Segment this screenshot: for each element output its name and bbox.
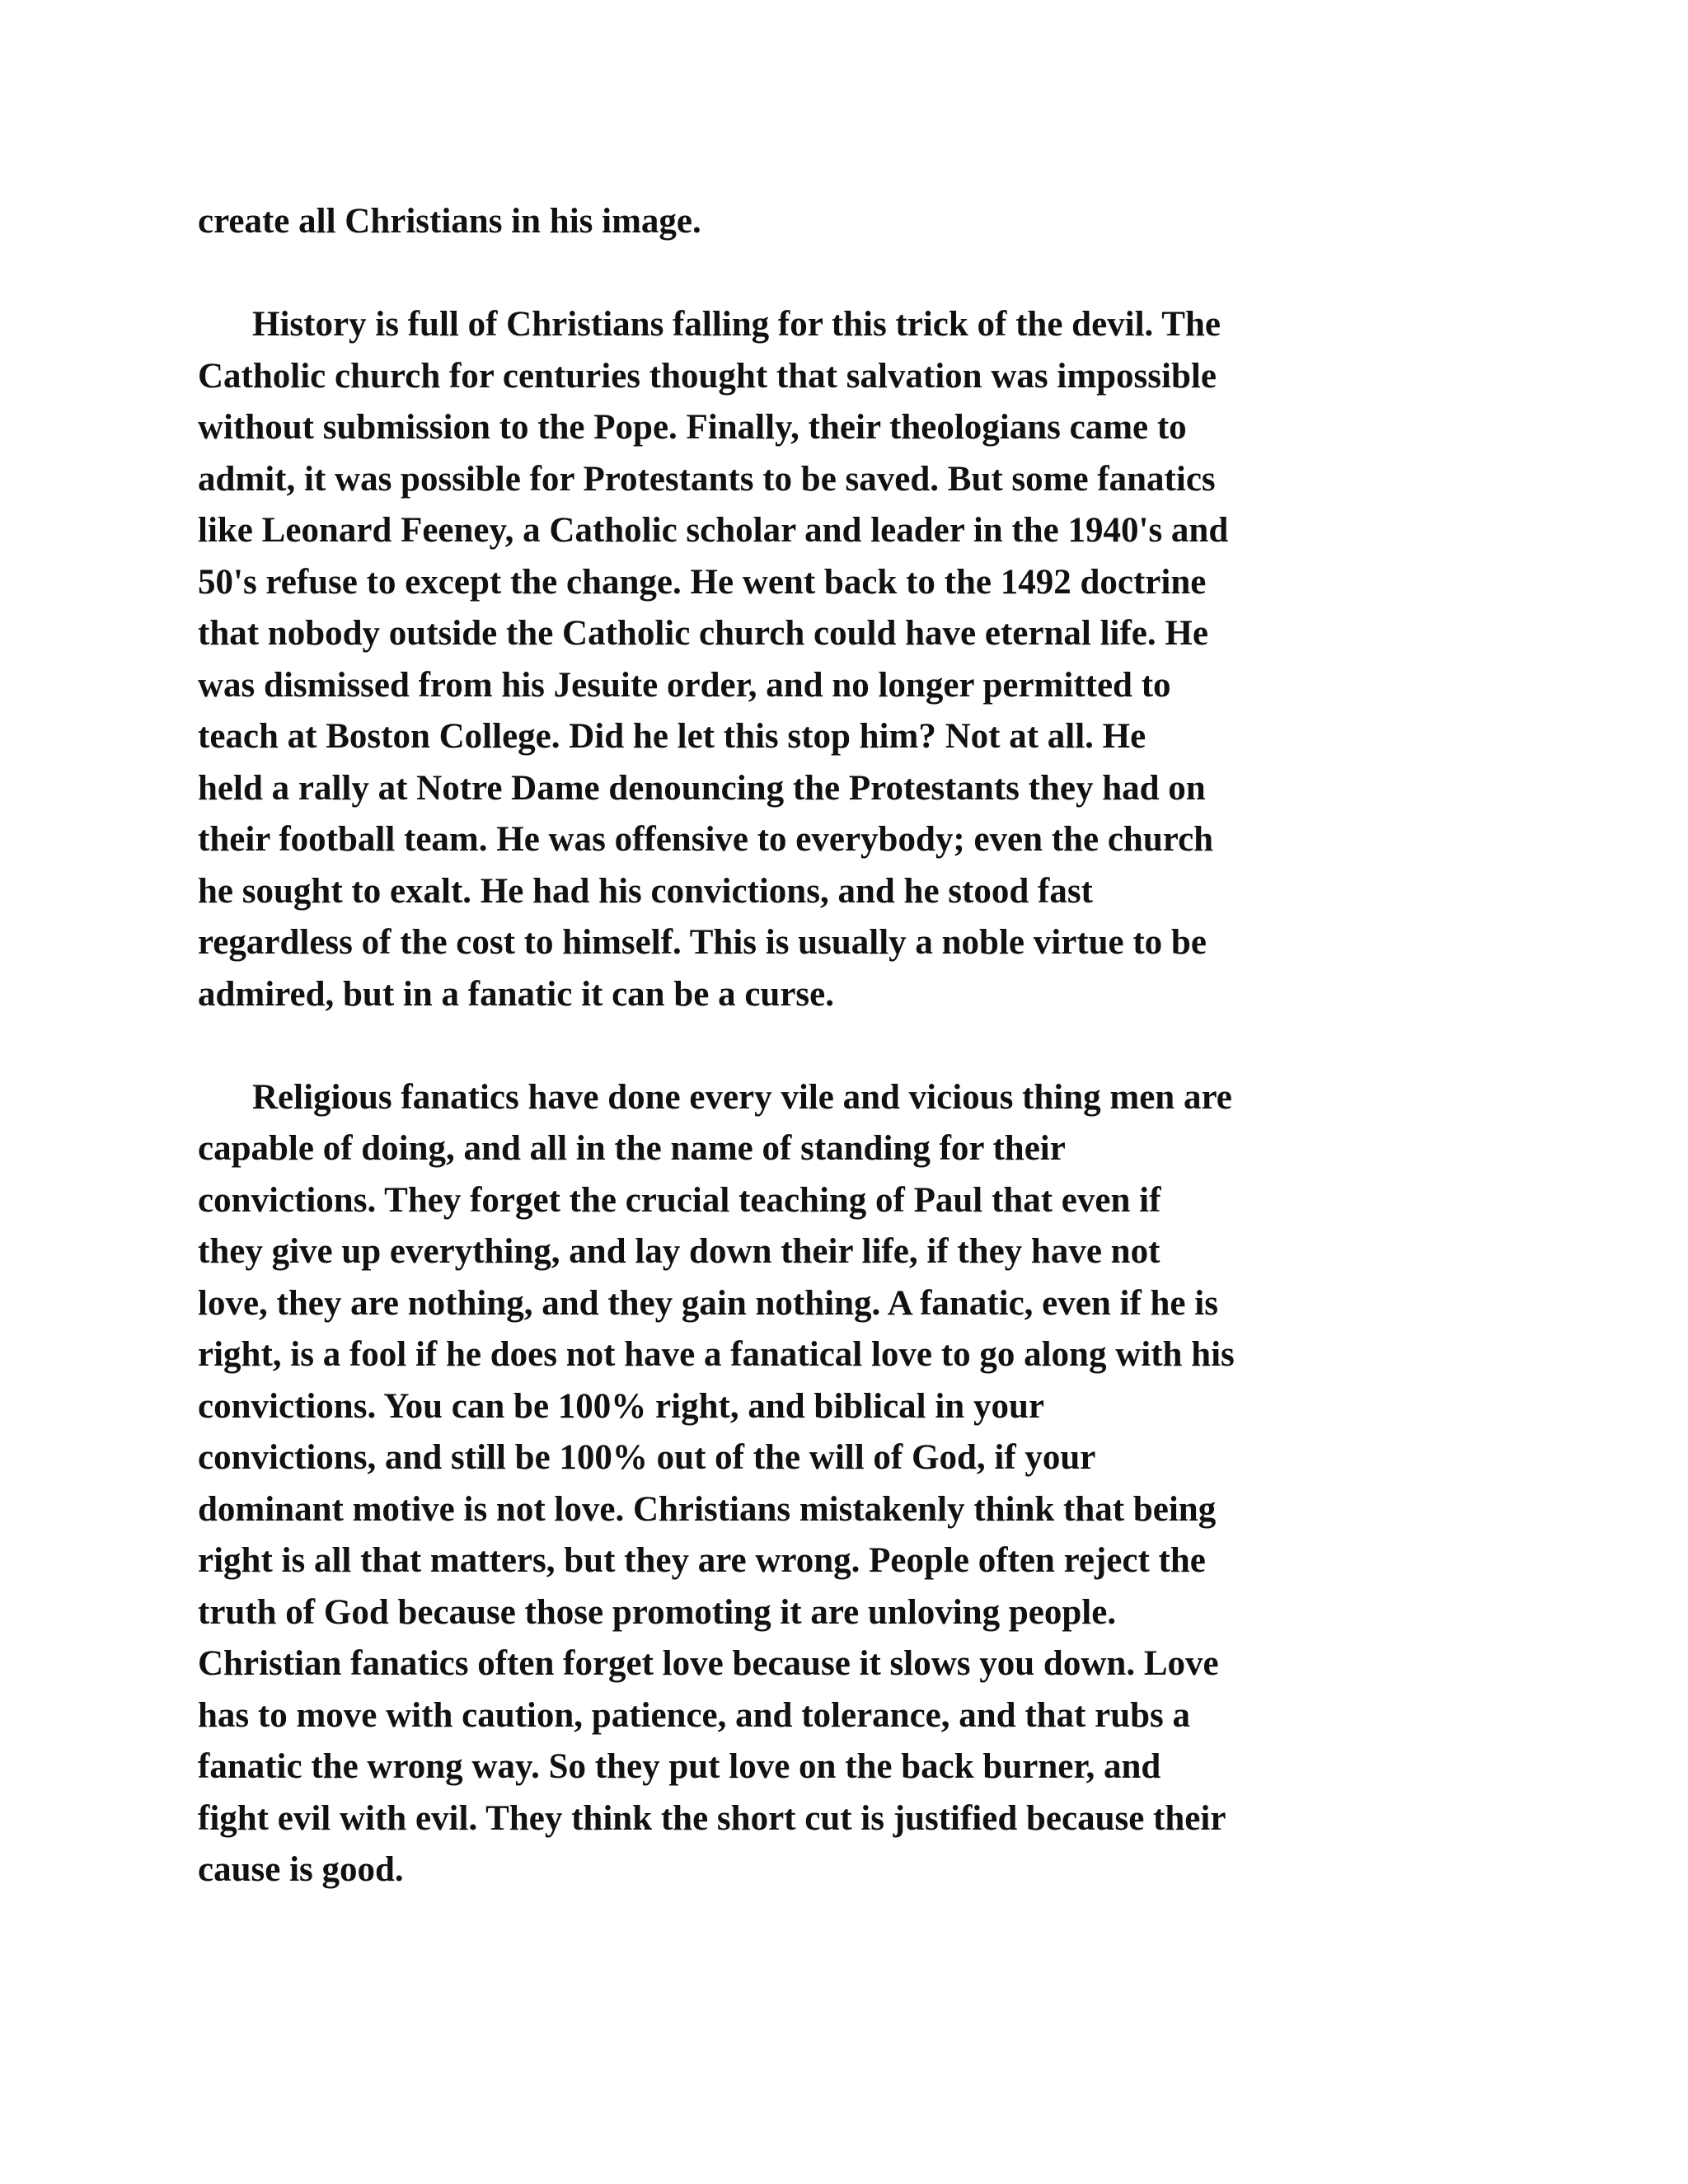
text-line: History is full of Christians falling for this trick of the devil. The [252, 305, 1221, 344]
text-line: admired, but in a fanatic it can be a curse. [198, 974, 835, 1014]
paragraph-religious-fanatics [198, 1072, 1500, 1948]
text-line: teach at Boston College. Did he let this stop him? Not at all. He [198, 717, 1146, 756]
text-line: cause is good. [198, 1850, 404, 1889]
text-line: right is all that matters, but they are wrong. People often reject the [198, 1541, 1206, 1580]
text-line: like Leonard Feeney, a Catholic scholar and leader in the 1940's and [198, 511, 1229, 550]
text-line: fight evil with evil. They think the short cut is justified because their [198, 1798, 1226, 1838]
text-line: without submission to the Pope. Finally, their theologians came to [198, 408, 1187, 447]
text-line: they give up everything, and lay down their life, if they have not [198, 1232, 1160, 1271]
text-line: Christian fanatics often forget love because it slows you down. Love [198, 1644, 1219, 1683]
text-line: Catholic church for centuries thought that salvation was impossible [198, 356, 1217, 396]
text-line: Religious fanatics have done every vile and vicious thing men are [252, 1077, 1232, 1117]
text-line: capable of doing, and all in the name of standing for their [198, 1129, 1066, 1168]
text-line: he sought to exalt. He had his convictions, and he stood fast [198, 871, 1093, 911]
text-line: create all Christians in his image. [198, 202, 701, 241]
text-line: convictions. You can be 100% right, and biblical in your [198, 1386, 1044, 1426]
text-line: 50's refuse to except the change. He went back to the 1492 doctrine [198, 562, 1207, 602]
text-line: admit, it was possible for Protestants to be saved. But some fanatics [198, 459, 1216, 499]
document-page [198, 196, 1500, 1947]
text-line: held a rally at Notre Dame denouncing the Protestants they had on [198, 768, 1206, 808]
paragraph-gap [198, 1020, 1500, 1072]
paragraph-gap [198, 248, 1500, 300]
text-line: right, is a fool if he does not have a fanatical love to go along with his [198, 1335, 1235, 1374]
text-line: fanatic the wrong way. So they put love on the back burner, and [198, 1747, 1161, 1786]
text-line: has to move with caution, patience, and tolerance, and that rubs a [198, 1695, 1191, 1735]
text-line [198, 1896, 1500, 1948]
text-line: love, they are nothing, and they gain nothing. A fanatic, even if he is [198, 1283, 1218, 1323]
text-line: convictions. They forget the crucial teaching of Paul that even if [198, 1180, 1161, 1220]
text-line: dominant motive is not love. Christians mistakenly think that being [198, 1489, 1217, 1529]
text-line: was dismissed from his Jesuite order, and no longer permitted to [198, 665, 1171, 705]
text-line: their football team. He was offensive to everybody; even the church [198, 820, 1214, 859]
paragraph-history [198, 299, 1500, 1020]
paragraph-continuation [198, 196, 1500, 248]
text-line: that nobody outside the Catholic church could have eternal life. He [198, 614, 1208, 653]
text-line: truth of God because those promoting it are unloving people. [198, 1592, 1117, 1632]
text-line: regardless of the cost to himself. This is usually a noble virtue to be [198, 923, 1207, 962]
text-line: convictions, and still be 100% out of the will of God, if your [198, 1438, 1096, 1477]
